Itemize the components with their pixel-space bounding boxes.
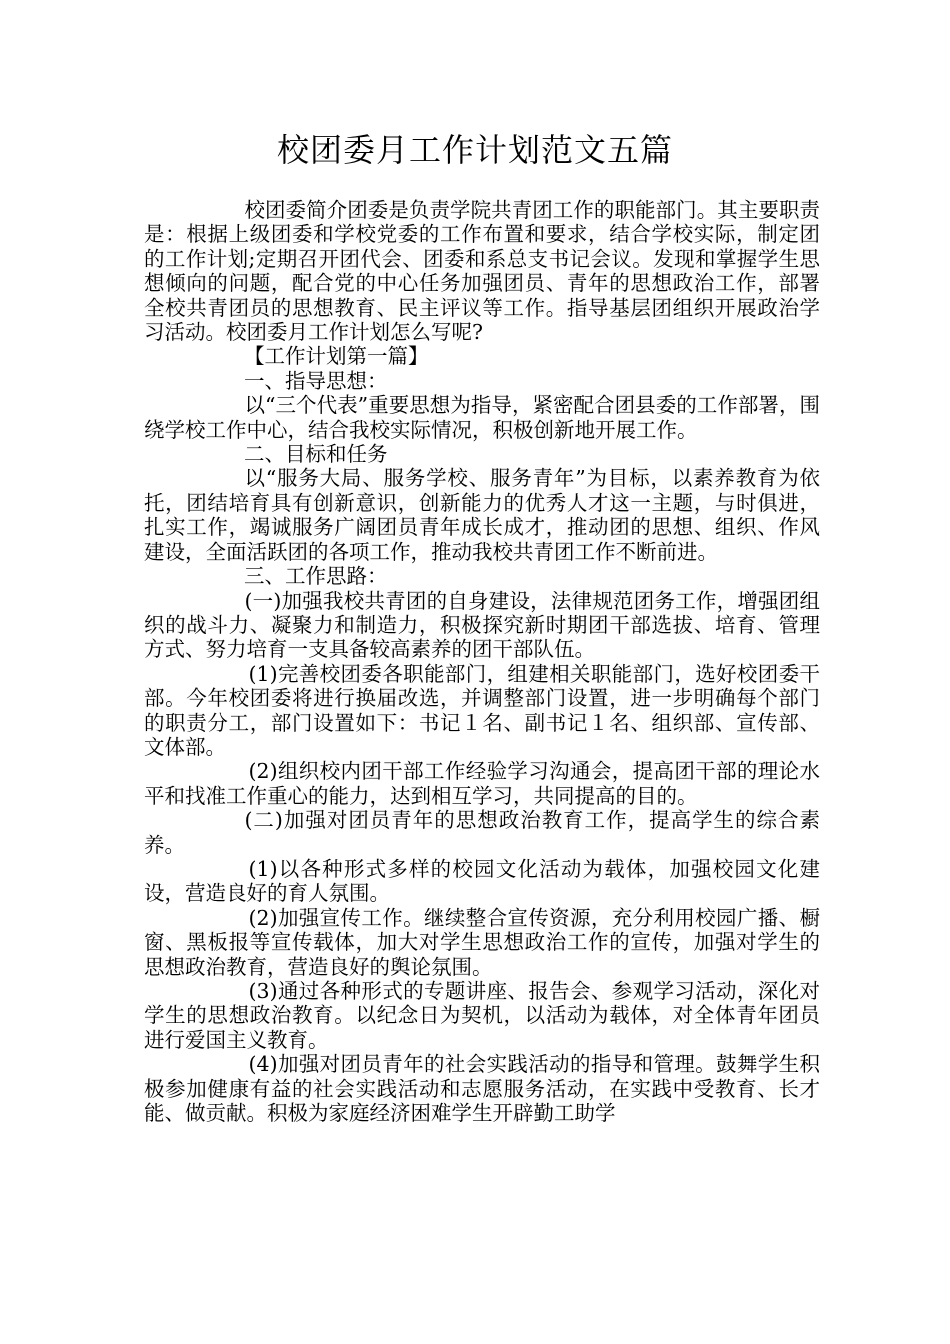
work-item-one: (一)加强我校共青团的自身建设，法律规范团务工作，增强团组织的战斗力、凝聚力和制造力，积极探究新时期团干部选拔、培育、管理方式、努力培育一支具备较高素养的团干部队伍。 — [144, 588, 820, 662]
work-item-two: (二)加强对团员青年的思想政治教育工作，提高学生的综合素养。 — [144, 808, 820, 857]
work-item-two-sub-4: (4)加强对团员青年的社会实践活动的指导和管理。鼓舞学生积极参加健康有益的社会实践活动和志愿服务活动，在实践中受教育、长才能、做贡献。积极为家庭经济困难学生开辟勤工助学 — [144, 1052, 820, 1126]
document-body — [144, 198, 820, 1125]
work-item-two-sub-1: (1)以各种形式多样的校园文化活动为载体，加强校园文化建设，营造良好的育人氛围。 — [144, 856, 820, 906]
intro-paragraph: 校团委简介团委是负责学院共青团工作的职能部门。其主要职责是：根据上级团委和学校党委的工作布置和要求，结合学校实际，制定团的工作计划;定期召开团代会、团委和系总支书记会议。发现和掌握学生思想倾向的问题，配合党的中心任务加强团员、青年的思想政治工作，部署全校共青团员的思想教育、民主评议等工作。指导基层团组织开展政治学习活动。校团委月工作计划怎么写呢? — [144, 198, 820, 345]
section-heading-guiding-thought: 一、指导思想： — [244, 368, 388, 393]
work-item-one-sub-2: (2)组织校内团干部工作经验学习沟通会，提高团干部的理论水平和找准工作重心的能力，达到相互学习，共同提高的目的。 — [144, 759, 820, 808]
work-item-one-sub-1: (1)完善校团委各职能部门，组建相关职能部门，选好校团委干部。今年校团委将进行换届改选，并调整部门设置，进一步明确每个部门的职责分工，部门设置如下：书记１名、副书记１名、组织部、宣传部、文体部。 — [144, 661, 820, 759]
section-heading-plan-one: 【工作计划第一篇】 — [244, 344, 429, 369]
section-heading-work-ideas: 三、工作思路： — [244, 564, 388, 589]
document-title: 校团委月工作计划范文五篇 — [276, 131, 673, 169]
goals-paragraph: 以“服务大局、服务学校、服务青年”为目标，以素养教育为依托，团结培育具有创新意识，创新能力的优秀人才这一主题，与时俱进，扎实工作，竭诚服务广阔团员青年成长成才，推动团的思想、组织、作风建设，全面活跃团的各项工作，推动我校共青团工作不断前进。 — [144, 466, 820, 564]
work-item-two-sub-3: (3)通过各种形式的专题讲座、报告会、参观学习活动，深化对学生的思想政治教育。以纪念日为契机，以活动为载体，对全体青年团员进行爱国主义教育。 — [144, 979, 820, 1052]
guiding-thought-paragraph: 以“三个代表”重要思想为指导，紧密配合团县委的工作部署，围绕学校工作中心，结合我校实际情况，积极创新地开展工作。 — [144, 393, 820, 442]
work-item-two-sub-2: (2)加强宣传工作。继续整合宣传资源，充分利用校园广播、橱窗、黑板报等宣传载体，加大对学生思想政治工作的宣传，加强对学生的思想政治教育，营造良好的舆论氛围。 — [144, 905, 820, 979]
section-heading-goals: 二、目标和任务 — [244, 442, 388, 467]
